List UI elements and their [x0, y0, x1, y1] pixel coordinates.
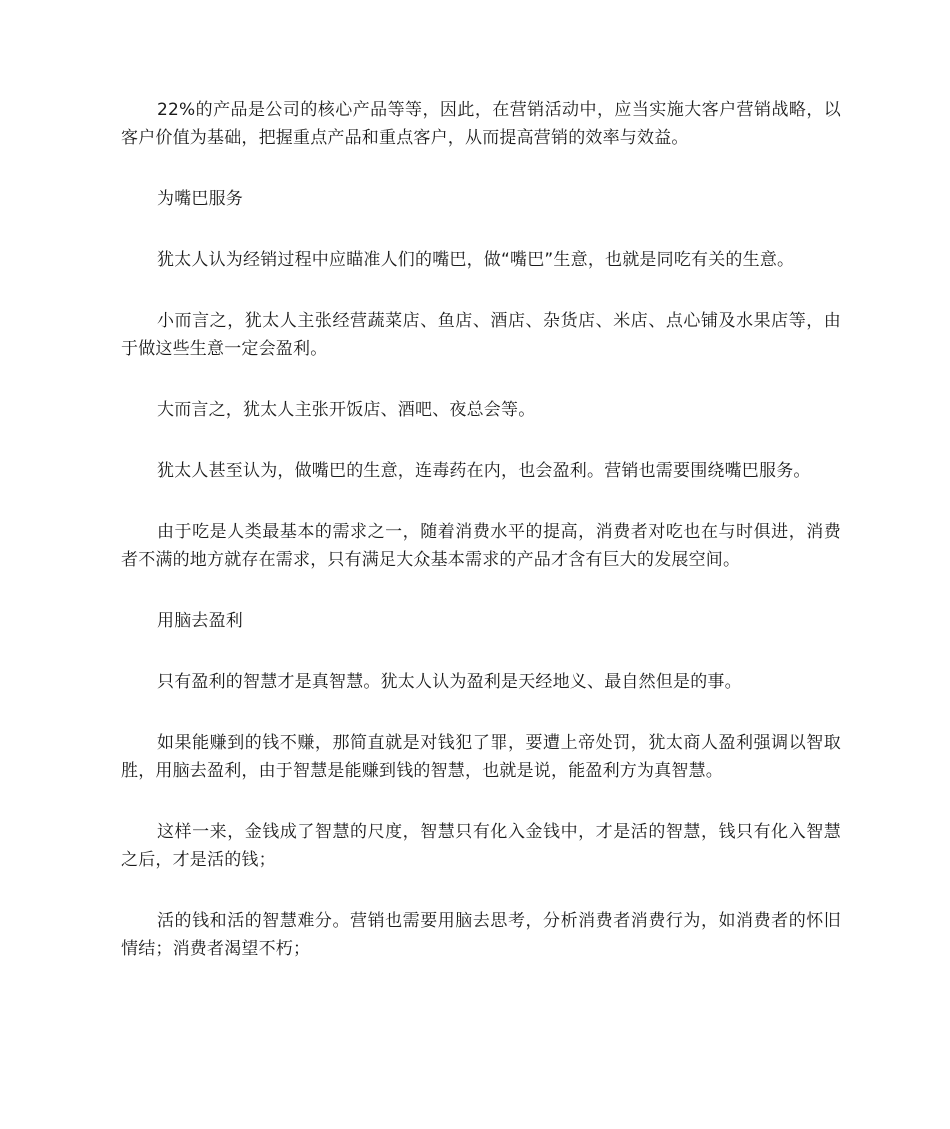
document-body [121, 96, 841, 996]
paragraph: 犹太人甚至认为，做嘴巴的生意，连毒药在内，也会盈利。营销也需要围绕嘴巴服务。 [157, 461, 811, 481]
paragraph: 22%的产品是公司的核心产品等等，因此，在营销活动中，应当实施大客户营销战略，以客户价值为基础，把握重点产品和重点客户，从而提高营销的效率与效益。 [121, 100, 841, 148]
paragraph: 如果能赚到的钱不赚，那简直就是对钱犯了罪，要遭上帝处罚，犹太商人盈利强调以智取胜，用脑去盈利，由于智慧是能赚到钱的智慧，也就是说，能盈利方为真智慧。 [121, 733, 841, 781]
paragraph: 犹太人认为经销过程中应瞄准人们的嘴巴，做“嘴巴”生意，也就是同吃有关的生意。 [157, 250, 795, 270]
paragraph: 只有盈利的智慧才是真智慧。犹太人认为盈利是天经地义、最自然但是的事。 [157, 672, 742, 692]
paragraph: 由于吃是人类最基本的需求之一，随着消费水平的提高，消费者对吃也在与时俱进，消费者不满的地方就存在需求，只有满足大众基本需求的产品才含有巨大的发展空间。 [121, 522, 841, 570]
paragraph: 活的钱和活的智慧难分。营销也需要用脑去思考，分析消费者消费行为，如消费者的怀旧情结；消费者渴望不朽； [121, 911, 841, 959]
section-heading: 用脑去盈利 [157, 611, 243, 631]
paragraph: 这样一来，金钱成了智慧的尺度，智慧只有化入金钱中，才是活的智慧，钱只有化入智慧之后，才是活的钱； [121, 822, 841, 870]
section-heading: 为嘴巴服务 [157, 189, 243, 209]
paragraph: 小而言之，犹太人主张经营蔬菜店、鱼店、酒店、杂货店、米店、点心铺及水果店等，由于做这些生意一定会盈利。 [121, 311, 841, 359]
paragraph: 大而言之，犹太人主张开饭店、酒吧、夜总会等。 [157, 400, 536, 420]
